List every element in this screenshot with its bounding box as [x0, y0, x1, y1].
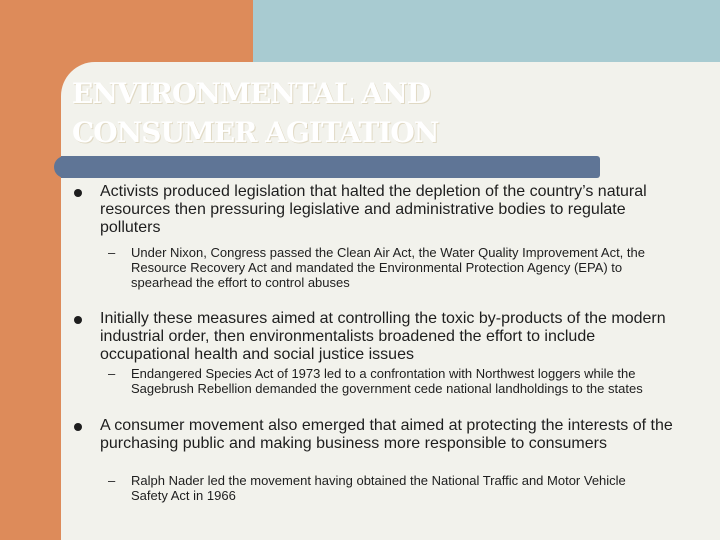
- bullet-icon: [74, 189, 82, 197]
- title-line-1: ENVIRONMENTAL AND: [72, 77, 431, 110]
- sub-bullet-dash: –: [108, 473, 116, 488]
- sub-bullet-3-text: Ralph Nader led the movement having obtained the National Traffic and Motor Vehicle Safety Act in 1966: [131, 473, 626, 503]
- bullet-2-text: Initially these measures aimed at controlling the toxic by-products of the modern industrial order, then environmentalists broadened the effort to include occupational health and social justice issues: [100, 310, 666, 363]
- sub-bullet-dash: –: [108, 366, 116, 381]
- sub-bullet-dash: –: [108, 245, 116, 260]
- bullet-3-text: A consumer movement also emerged that aimed at protecting the interests of the purchasing public and making business more responsible to consumers: [100, 417, 673, 452]
- bullet-icon: [74, 316, 82, 324]
- sub-bullet-1-text: Under Nixon, Congress passed the Clean Air Act, the Water Quality Improvement Act, the Resource Recovery Act and mandated the Environmental Protection Agency (EPA) to spearhead the effort to control abuses: [131, 245, 645, 290]
- bullet-icon: [74, 423, 82, 431]
- sub-bullet-2-text: Endangered Species Act of 1973 led to a confrontation with Northwest loggers while the Sagebrush Rebellion demanded the government cede national landholdings to the states: [131, 366, 643, 396]
- bullet-1-text: Activists produced legislation that halted the depletion of the country’s natural resources then pressuring legislative and administrative bodies to regulate polluters: [100, 183, 647, 236]
- title-line-2: CONSUMER AGITATION: [72, 116, 439, 149]
